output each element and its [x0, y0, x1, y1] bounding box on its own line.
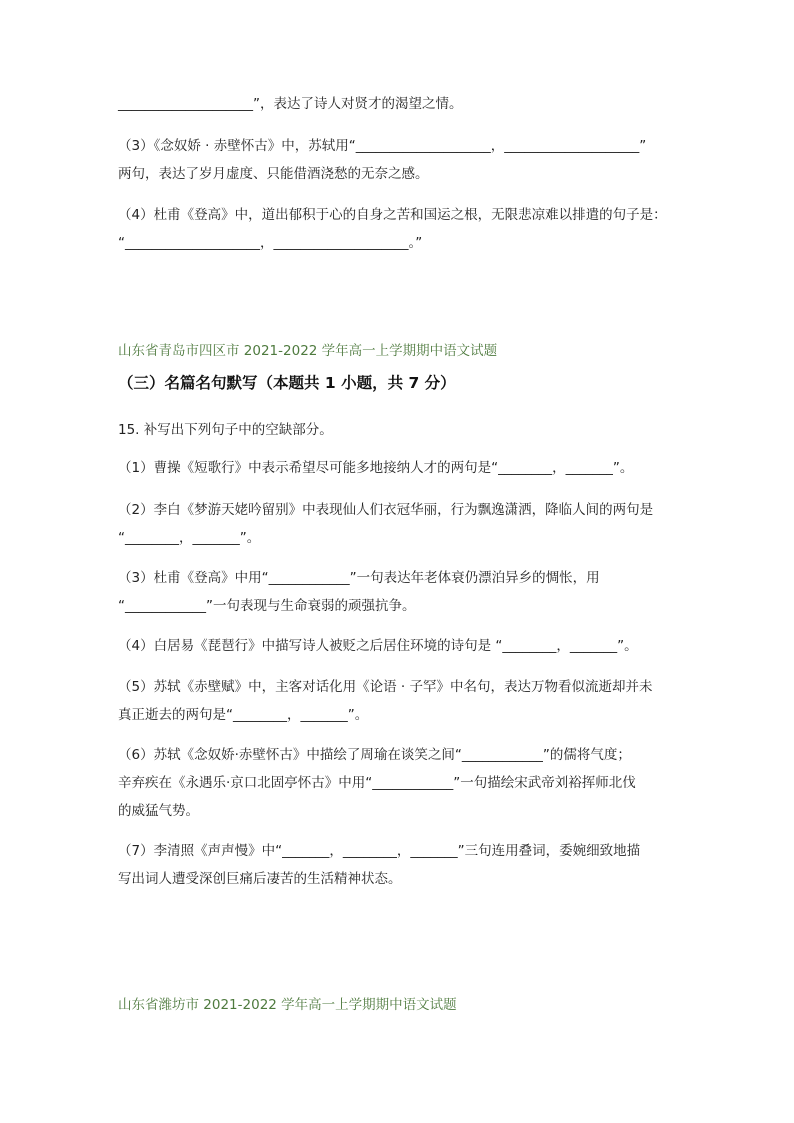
question-item: “________，_______”。	[118, 530, 261, 546]
source-title: 山东省青岛市四区市 2021-2022 学年高一上学期期中语文试题	[118, 343, 498, 359]
text-line: ____________________”，表达了诗人对贤才的渴望之情。	[118, 96, 463, 112]
question-item: 辛弃疾在《永遇乐·京口北固亭怀古》中用“____________”一句描绘宋武帝刘裕挥师北伐	[118, 775, 636, 791]
source-title: 山东省潍坊市 2021-2022 学年高一上学期期中语文试题	[118, 997, 457, 1013]
question-item: （4）白居易《琵琶行》中描写诗人被贬之后居住环境的诗句是 “________，_______”。	[118, 638, 638, 654]
question-item: 真正逝去的两句是“________，_______”。	[118, 707, 369, 723]
text-line: （3）《念奴娇 · 赤壁怀古》中，苏轼用“____________________，____________________”	[118, 138, 647, 154]
question-item: （3）杜甫《登高》中用“____________”一句表达年老体衰仍漂泊异乡的惆怅，用	[118, 570, 600, 586]
question-item: “____________”一句表现与生命衰弱的顽强抗争。	[118, 598, 416, 614]
question-item: 写出词人遭受深创巨痛后凄苦的生活精神状态。	[118, 871, 402, 887]
question-item: 的威猛气势。	[118, 803, 199, 819]
question-item: （7）李清照《声声慢》中“_______，________，_______”三句连用叠词，委婉细致地描	[118, 843, 641, 859]
question-stem: 15. 补写出下列句子中的空缺部分。	[118, 422, 333, 438]
question-item: （2）李白《梦游天姥吟留别》中表现仙人们衣冠华丽，行为飘逸潇洒，降临人间的两句是	[118, 502, 654, 518]
question-item: （6）苏轼《念奴娇·赤壁怀古》中描绘了周瑜在谈笑之间“____________”的儒将气度；	[118, 747, 631, 763]
question-item: （5）苏轼《赤壁赋》中，主客对话化用《论语 · 子罕》中名句，表达万物看似流逝却并未	[118, 679, 653, 695]
text-line: （4）杜甫《登高》中，道出郁积于心的自身之苦和国运之根，无限悲凉难以排遣的句子是：	[118, 207, 667, 223]
section-heading: （三）名篇名句默写（本题共 1 小题，共 7 分）	[118, 374, 456, 392]
text-line: “____________________，____________________。”	[118, 235, 423, 251]
text-line: 两句，表达了岁月虚度、只能借酒浇愁的无奈之感。	[118, 166, 429, 182]
question-item: （1）曹操《短歌行》中表示希望尽可能多地接纳人才的两句是“________，_______”。	[118, 460, 634, 476]
